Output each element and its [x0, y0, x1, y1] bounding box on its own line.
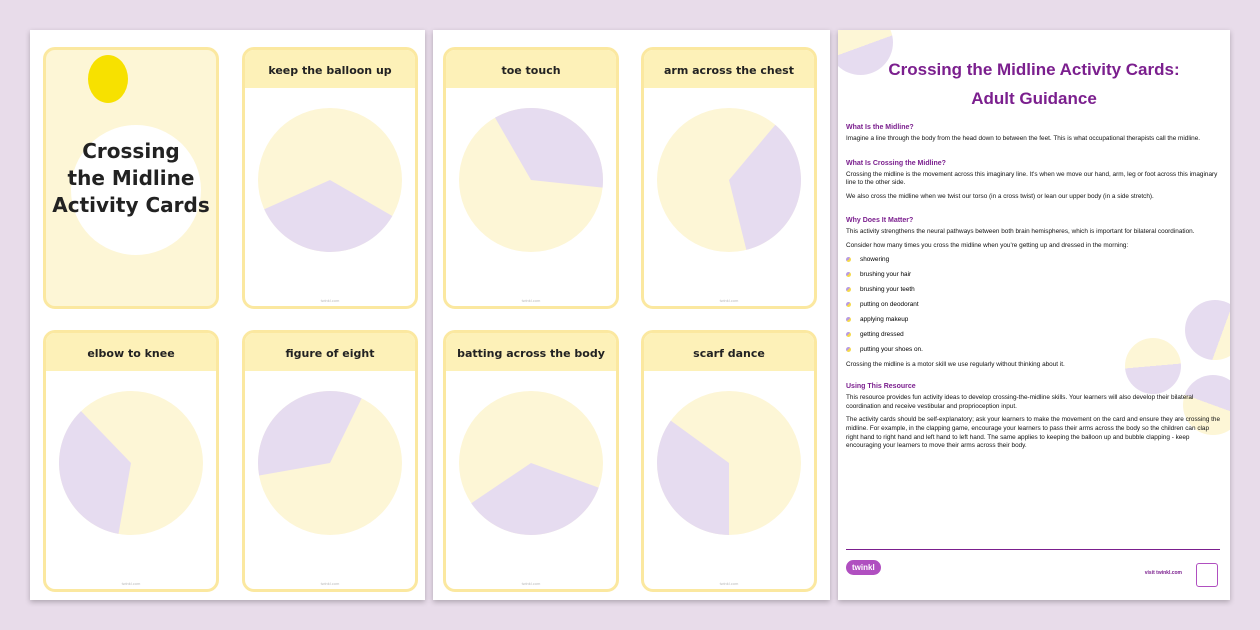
card-label: figure of eight: [245, 333, 415, 371]
card-label: toe touch: [446, 50, 616, 88]
card-footer: twinkl.com: [521, 581, 541, 586]
pie-illustration: [255, 105, 405, 255]
cover-card: [43, 47, 219, 309]
card-footer: twinkl.com: [521, 298, 541, 303]
activity-card: [43, 330, 219, 592]
paragraph: Crossing the midline is the movement across this imaginary line. It's when we move our hand, arm, leg or foot across this imaginary line to the other side.: [846, 170, 1218, 187]
card-label: scarf dance: [644, 333, 814, 371]
paragraph: We also cross the midline when we twist our torso (in a cross twist) or lean our upper body (in a side stretch).: [846, 192, 1154, 200]
section-heading: Why Does It Matter?: [846, 217, 914, 225]
paragraph: This resource provides fun activity ideas to develop crossing-the-midline skills. Your learners will also develop their bilateral coordination and receive vestibular and proprioception input.: [846, 394, 1194, 410]
pie-illustration: [456, 105, 606, 255]
guide-title: Crossing the Midline Activity Cards: Adult Guidance: [888, 60, 1180, 108]
list-item: brushing your hair: [846, 271, 1222, 286]
twinkl-logo[interactable]: twinkl: [846, 560, 881, 575]
morning-list: [846, 256, 1222, 361]
card-footer: twinkl.com: [320, 581, 340, 586]
activity-card: [443, 47, 619, 309]
paragraph: The activity cards should be self-explanatory; ask your learners to make the movement on the card and ensure they are crossing the midline. For example, in the clapping game, encourage your learners to pass their arms across the body so the children can clap right hand to right hand and left hand to left hand. The same applies to keeping the balloon up and bubble clapping - keep encouraging your learners to move their arms across their body.: [846, 416, 1221, 450]
activity-card: [242, 330, 418, 592]
pie-illustration: [654, 388, 804, 538]
list-item: putting on deodorant: [846, 301, 1222, 316]
cover-title: Crossing the Midline Activity Cards: [52, 139, 210, 217]
guidance-page: [838, 30, 1230, 600]
card-label: elbow to knee: [46, 333, 216, 371]
activity-card: [641, 47, 817, 309]
website-link[interactable]: visit twinkl.com: [1144, 570, 1182, 576]
balloon-icon: [88, 55, 128, 103]
section-heading: What Is Crossing the Midline?: [846, 159, 946, 167]
card-label: arm across the chest: [644, 50, 814, 88]
pie-illustration: [255, 388, 405, 538]
pie-illustration: [654, 105, 804, 255]
list-item: showering: [846, 256, 1222, 271]
card-footer: twinkl.com: [719, 581, 739, 586]
pie-illustration: [56, 388, 206, 538]
pie-illustration: [456, 388, 606, 538]
cards-page-2: [433, 30, 830, 600]
list-item: brushing your teeth: [846, 286, 1222, 301]
badge-icon: [1196, 563, 1218, 587]
list-item: getting dressed: [846, 331, 1222, 346]
card-footer: twinkl.com: [320, 298, 340, 303]
paragraph: Imagine a line through the body from the head down to between the feet. This is what occupational therapists call the midline.: [846, 135, 1201, 142]
activity-card: [242, 47, 418, 309]
paragraph: This activity strengthens the neural pathways between both brain hemispheres, which is important for bilateral coordination.: [846, 228, 1195, 236]
section-heading: What Is the Midline?: [846, 124, 914, 131]
activity-card: [443, 330, 619, 592]
activity-card: [641, 330, 817, 592]
cards-page-1: [30, 30, 425, 600]
footer-divider: [846, 549, 1220, 550]
card-label: keep the balloon up: [245, 50, 415, 88]
paragraph: Crossing the midline is a motor skill we use regularly without thinking about it.: [846, 360, 1065, 368]
list-item: applying makeup: [846, 316, 1222, 331]
list-item: putting your shoes on.: [846, 346, 1222, 361]
card-label: batting across the body: [446, 333, 616, 371]
section-heading: Using This Resource: [846, 383, 916, 391]
card-footer: twinkl.com: [719, 298, 739, 303]
card-footer: twinkl.com: [121, 581, 141, 586]
paragraph: Consider how many times you cross the midline when you're getting up and dressed in the morning:: [846, 241, 1129, 249]
